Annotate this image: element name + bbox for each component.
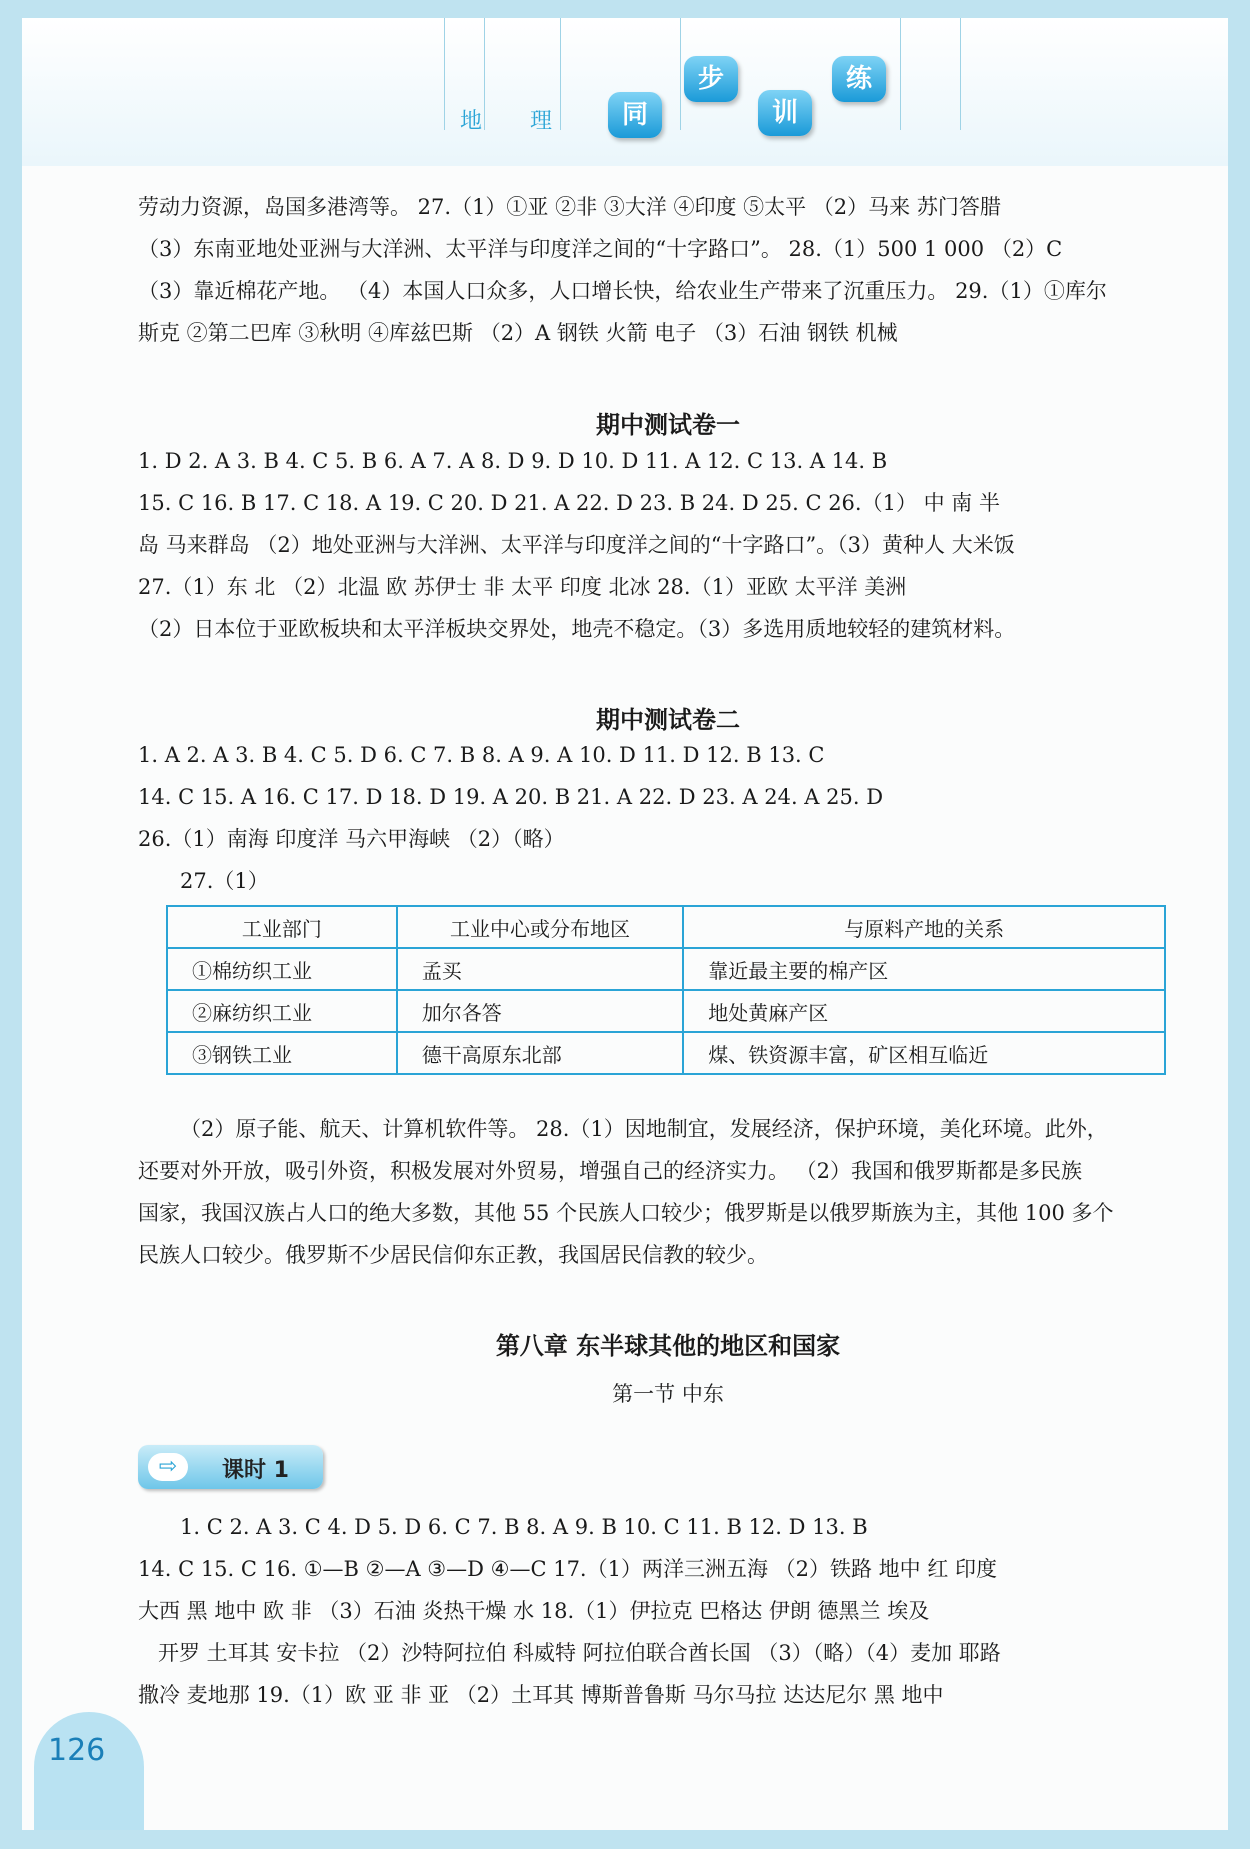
header-badge: 训 <box>758 90 812 136</box>
text-line: 27.（1） <box>180 869 269 893</box>
page-number: 126 <box>48 1733 106 1768</box>
text-line: 26.（1）南海 印度洋 马六甲海峡 （2）（略） <box>138 827 565 851</box>
table-cell: 孟买 <box>397 948 683 990</box>
text-line: 斯克 ②第二巴库 ③秋明 ④库兹巴斯 （2）A 钢铁 火箭 电子 （3）石油 钢铁 机械 <box>138 321 898 345</box>
arrow-right-icon: ⇨ <box>148 1453 188 1481</box>
header-rule <box>680 18 681 130</box>
test2-more-answers <box>138 1108 1198 1276</box>
table-cell: 加尔各答 <box>397 990 683 1032</box>
table-row <box>167 990 1165 1032</box>
table-cell: 煤、铁资源丰富，矿区相互临近 <box>683 1032 1165 1074</box>
table-row <box>167 1032 1165 1074</box>
test2-title: 期中测试卷二 <box>596 706 740 734</box>
text-line: 14. C 15. A 16. C 17. D 18. D 19. A 20. B 21. A 22. D 23. A 24. A 25. D <box>138 785 884 809</box>
lesson-tag-label: 课时 1 <box>222 1458 289 1483</box>
text-line: 还要对外开放，吸引外资，积极发展对外贸易，增强自己的经济实力。 （2）我国和俄罗斯都是多民族 <box>138 1159 1083 1183</box>
table-cell: ③钢铁工业 <box>167 1032 397 1074</box>
header-badge: 步 <box>684 56 738 102</box>
header-rule <box>900 18 901 130</box>
lesson-answers <box>138 1506 1198 1716</box>
text-line: 开罗 土耳其 安卡拉 （2）沙特阿拉伯 科威特 阿拉伯联合酋长国 （3）（略）（4）麦加 耶路 <box>158 1641 1001 1665</box>
industry-table <box>166 905 1166 1075</box>
lesson-tag <box>138 1445 323 1489</box>
text-line: 14. C 15. C 16. ①—B ②—A ③—D ④—C 17.（1）两洋三洲五海 （2）铁路 地中 红 印度 <box>138 1557 998 1581</box>
header-subject-char: 地 <box>460 109 483 134</box>
test1-answers <box>138 440 1198 650</box>
text-line: （2）日本位于亚欧板块和太平洋板块交界处，地壳不稳定。（3）多选用质地较轻的建筑材料。 <box>138 617 1016 641</box>
chapter-title: 第八章 东半球其他的地区和国家 <box>495 1332 841 1360</box>
text-line: （2）原子能、航天、计算机软件等。 28.（1）因地制宜，发展经济，保护环境，美化环境。此外， <box>180 1117 1108 1141</box>
text-line: 15. C 16. B 17. C 18. A 19. C 20. D 21. A 22. D 23. B 24. D 25. C 26.（1） 中 南 半 <box>138 491 1000 515</box>
header-rule <box>444 18 445 130</box>
intro-answers <box>138 186 1198 354</box>
table-cell: ②麻纺织工业 <box>167 990 397 1032</box>
text-line: 1. C 2. A 3. C 4. D 5. D 6. C 7. B 8. A 9. B 10. C 11. B 12. D 13. B <box>180 1515 868 1539</box>
text-line: 1. D 2. A 3. B 4. C 5. B 6. A 7. A 8. D 9. D 10. D 11. A 12. C 13. A 14. B <box>138 449 888 473</box>
text-line: 27.（1）东 北 （2）北温 欧 苏伊士 非 太平 印度 北冰 28.（1）亚欧 太平洋 美洲 <box>138 575 907 599</box>
table-header-row <box>167 906 1165 948</box>
section-title: 第一节 中东 <box>612 1382 724 1406</box>
text-line: 民族人口较少。俄罗斯不少居民信仰东正教，我国居民信教的较少。 <box>138 1243 768 1267</box>
header-badge: 练 <box>832 56 886 102</box>
text-line: 国家，我国汉族占人口的绝大多数，其他 55 个民族人口较少；俄罗斯是以俄罗斯族为主，其他 100 多个 <box>138 1201 1114 1225</box>
text-line: （3）靠近棉花产地。 （4）本国人口众多，人口增长快，给农业生产带来了沉重压力。 29.（1）①库尔 <box>138 279 1107 303</box>
page-number-tab <box>34 1712 144 1830</box>
table-cell: 靠近最主要的棉产区 <box>683 948 1165 990</box>
header-rule <box>484 18 485 130</box>
text-line: 1. A 2. A 3. B 4. C 5. D 6. C 7. B 8. A 9. A 10. D 11. D 12. B 13. C <box>138 743 825 767</box>
text-line: 大西 黑 地中 欧 非 （3）石油 炎热干燥 水 18.（1）伊拉克 巴格达 伊朗 德黑兰 埃及 <box>138 1599 930 1623</box>
table-cell: ①棉纺织工业 <box>167 948 397 990</box>
text-line: 岛 马来群岛 （2）地处亚洲与大洋洲、太平洋与印度洋之间的“十字路口”。（3）黄种人 大米饭 <box>138 533 1015 557</box>
test1-title: 期中测试卷一 <box>596 411 740 439</box>
table-cell: 地处黄麻产区 <box>683 990 1165 1032</box>
table-header-cell: 与原料产地的关系 <box>683 906 1165 948</box>
table-row <box>167 948 1165 990</box>
text-line: 劳动力资源，岛国多港湾等。 27.（1）①亚 ②非 ③大洋 ④印度 ⑤太平 （2）马来 苏门答腊 <box>138 195 1001 219</box>
header-rule <box>960 18 961 130</box>
table-header-cell: 工业中心或分布地区 <box>397 906 683 948</box>
header-subject-char: 理 <box>530 109 553 134</box>
text-line: 撒冷 麦地那 19.（1）欧 亚 非 亚 （2）土耳其 博斯普鲁斯 马尔马拉 达达尼尔 黑 地中 <box>138 1683 944 1707</box>
text-line: （3）东南亚地处亚洲与大洋洲、太平洋与印度洋之间的“十字路口”。 28.（1）500 1 000 （2）C <box>138 237 1063 261</box>
header-rule <box>560 18 561 130</box>
table-cell: 德干高原东北部 <box>397 1032 683 1074</box>
test2-answers <box>138 734 1198 902</box>
header-badge: 同 <box>608 92 662 138</box>
table-header-cell: 工业部门 <box>167 906 397 948</box>
